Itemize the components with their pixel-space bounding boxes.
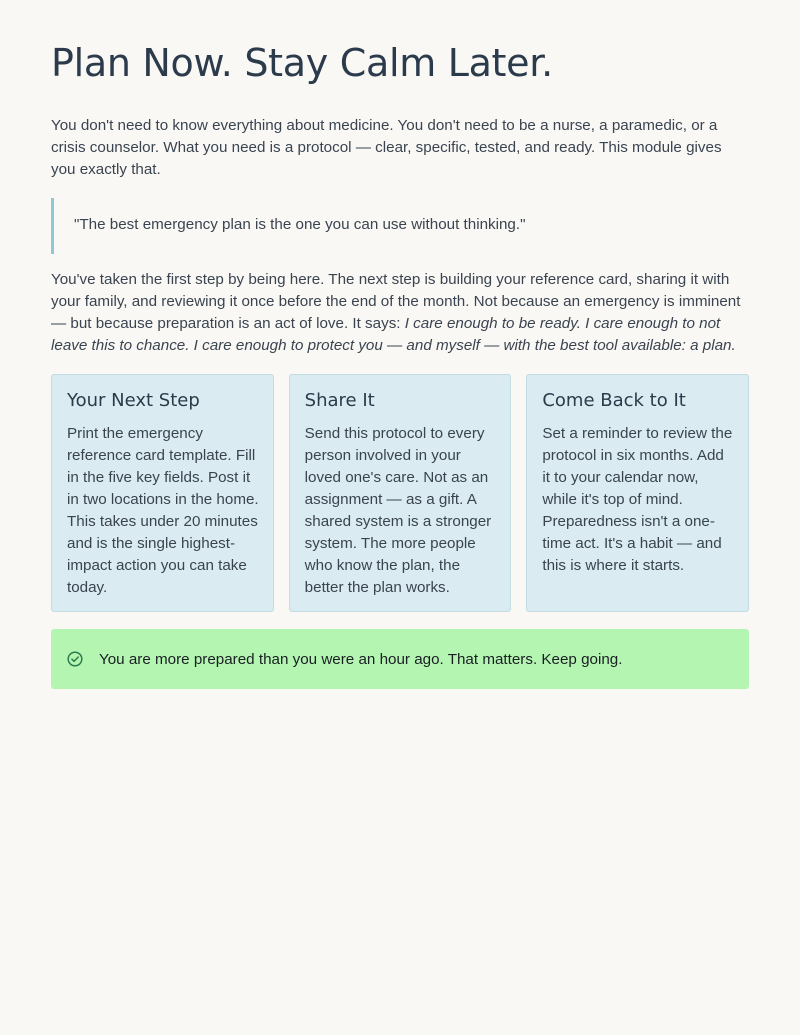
page-title: Plan Now. Stay Calm Later.: [51, 41, 553, 85]
check-circle-icon: [67, 651, 83, 667]
body-paragraph: [51, 269, 749, 357]
card-share-it: [289, 374, 512, 612]
card-text: Print the emergency reference card template. Fill in the five key fields. Post it in two locations in the home. This takes under 20 minutes and is the single highest-impact action you can take today.: [67, 425, 259, 596]
body-emphasis: I care enough to be ready. I care enough to not leave this to chance. I care enough to protect you — and myself — with the best tool available: a plan.: [51, 315, 736, 354]
banner-text: You are more prepared than you were an hour ago. That matters. Keep going.: [99, 650, 623, 668]
card-come-back: [526, 374, 749, 612]
encouragement-banner: [51, 629, 749, 689]
pull-quote-text: "The best emergency plan is the one you can use without thinking.": [74, 216, 526, 233]
intro-paragraph: You don't need to know everything about medicine. You don't need to be a nurse, a paramedic, or a crisis counselor. What you need is a protocol — clear, specific, tested, and ready. This module gives you exactly that.: [51, 117, 722, 178]
card-title: Come Back to It: [542, 390, 686, 411]
card-next-step: [51, 374, 274, 612]
card-text: Set a reminder to review the protocol in six months. Add it to your calendar now, while it's top of mind. Preparedness isn't a one-time act. It's a habit — and this is where it starts.: [542, 425, 733, 574]
action-cards: [51, 374, 749, 612]
card-text: Send this protocol to every person involved in your loved one's care. Not as an assignment — as a gift. A shared system is a stronger system. The more people who know the plan, the better the plan works.: [304, 425, 492, 596]
pull-quote: [51, 198, 731, 254]
body-text: You've taken the first step by being here. The next step is building your reference card, sharing it with your family, and reviewing it once before the end of the month. Not because an emergency is imminent — but because preparation is an act of love. It says:: [51, 271, 741, 332]
card-title: Your Next Step: [67, 390, 200, 411]
card-title: Share It: [304, 390, 375, 411]
